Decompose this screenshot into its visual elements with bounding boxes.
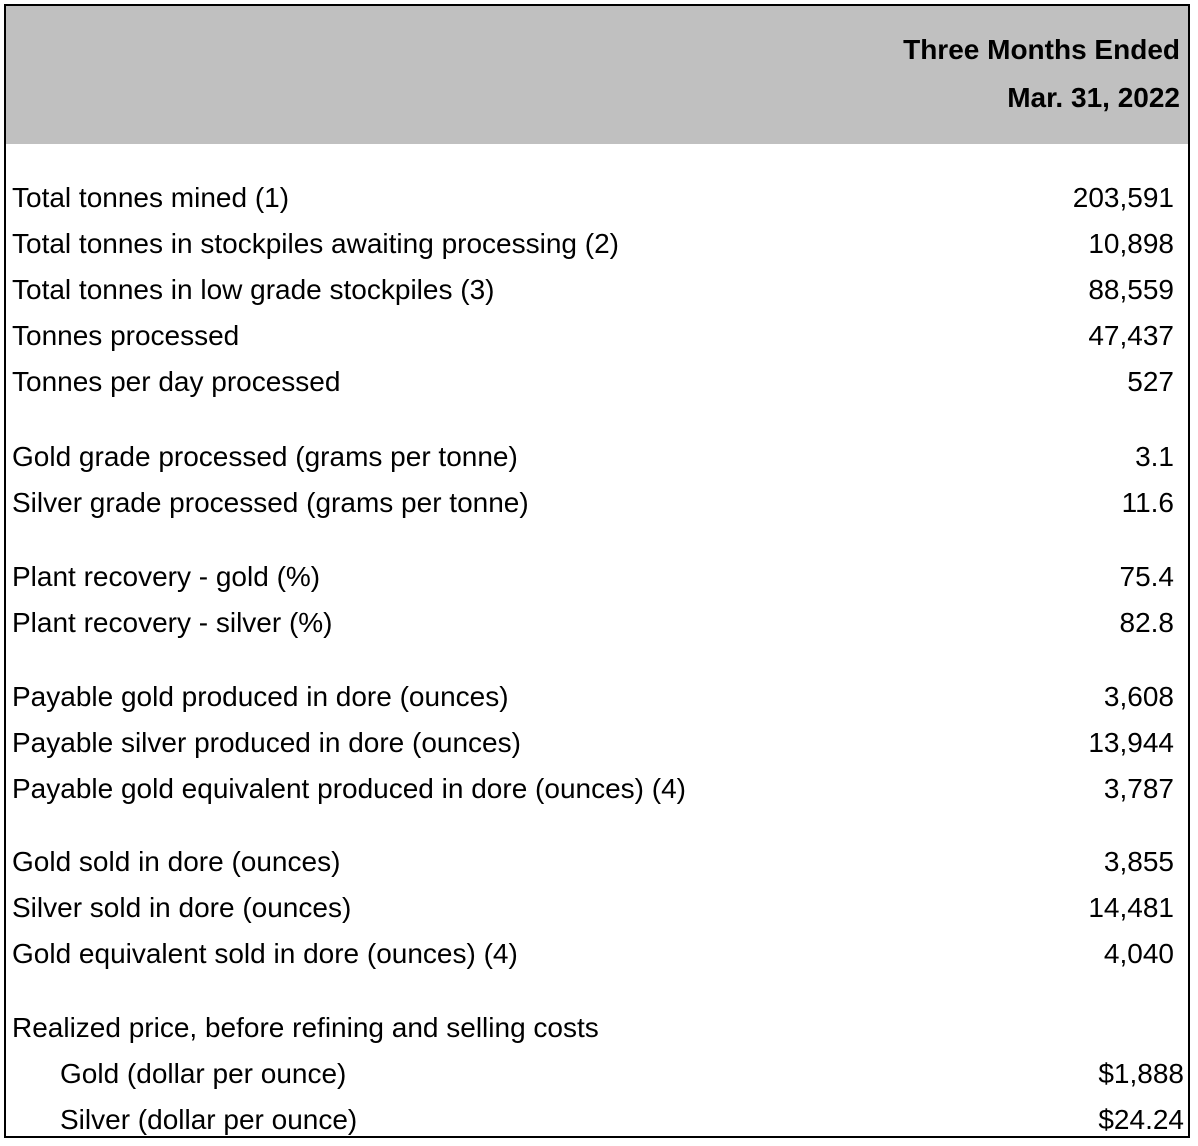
table-row [6,1058,1188,1098]
row-label: Silver sold in dore (ounces) [12,892,352,923]
row-value: 3,787 [1103,773,1174,804]
period-date: Mar. 31, 2022 [1007,82,1180,113]
row-label: Plant recovery - gold (%) [12,561,321,592]
table-row [6,274,1188,314]
table-row [6,938,1188,978]
row-value: 3.1 [1135,441,1174,472]
row-value: 75.4 [1119,561,1174,592]
row-value: 3,855 [1103,846,1174,877]
table-row [6,228,1188,268]
row-label: Payable silver produced in dore (ounces) [12,727,521,758]
table-row [6,773,1188,813]
row-label: Silver (dollar per ounce) [60,1104,358,1135]
table-row [6,487,1188,527]
row-label: Total tonnes in low grade stockpiles (3) [12,274,495,305]
row-value: 88,559 [1088,274,1174,305]
row-value: 527 [1127,366,1174,397]
table-row [6,846,1188,886]
row-value: $24.24 [1098,1104,1184,1135]
table-row [6,1104,1188,1144]
row-value: 4,040 [1103,938,1174,969]
row-label: Gold (dollar per ounce) [60,1058,347,1089]
row-value: 3,608 [1103,681,1174,712]
row-label: Plant recovery - silver (%) [12,607,333,638]
table-header [6,6,1188,144]
table-row [6,607,1188,647]
row-label: Tonnes per day processed [12,366,341,397]
section-heading-row [6,1012,1188,1052]
row-label: Total tonnes mined (1) [12,182,290,213]
table-row [6,681,1188,721]
table-row [6,182,1188,222]
table-row [6,727,1188,767]
row-label: Silver grade processed (grams per tonne) [12,487,529,518]
table-row [6,441,1188,481]
row-label: Gold sold in dore (ounces) [12,846,341,877]
row-label: Payable gold produced in dore (ounces) [12,681,509,712]
row-label: Gold grade processed (grams per tonne) [12,441,518,472]
row-value: 47,437 [1088,320,1174,351]
row-label: Tonnes processed [12,320,240,351]
row-value: 203,591 [1072,182,1174,213]
production-table [4,4,1190,1138]
table-row [6,366,1188,406]
period-heading: Three Months Ended [903,34,1180,65]
row-label: Payable gold equivalent produced in dore (ounces) (4) [12,773,686,804]
section-heading: Realized price, before refining and selling costs [12,1012,599,1043]
row-label: Gold equivalent sold in dore (ounces) (4) [12,938,518,969]
row-value: 82.8 [1119,607,1174,638]
table-row [6,320,1188,360]
row-value: 14,481 [1088,892,1174,923]
row-value: $1,888 [1098,1058,1184,1089]
table-row [6,892,1188,932]
row-value: 10,898 [1088,228,1174,259]
row-label: Total tonnes in stockpiles awaiting processing (2) [12,228,619,259]
table-row [6,561,1188,601]
row-value: 13,944 [1088,727,1174,758]
row-value: 11.6 [1121,487,1174,518]
